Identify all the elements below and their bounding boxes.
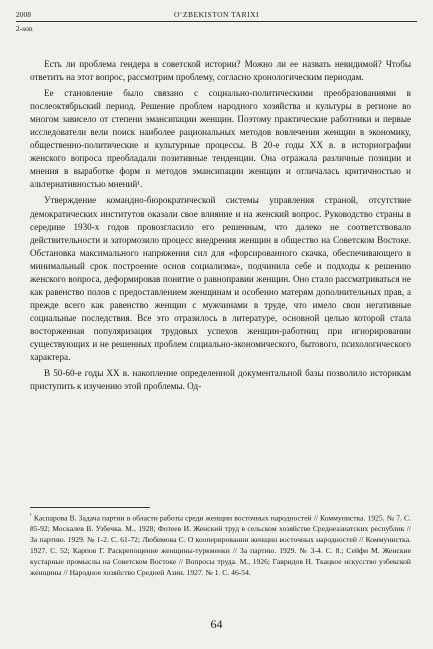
- footnote: [30, 511, 411, 579]
- footnote-rule: [30, 507, 150, 508]
- running-header: [16, 8, 417, 40]
- header-issue: 2-son: [16, 24, 33, 33]
- paragraph: В 50-60-е годы XX в. накопление определенной документальной базы позволило историкам приступить к изучению этой проблемы. Од-: [30, 368, 411, 392]
- footnote-text: Каспарова В. Задача партии в области работы среди женщин восточных народностей // Коммунистка. 1925. № 7. С. 85-92; Москалев В. Узбечка. М., 1928; Фотеев И. Женский труд в сельском хозяйстве Среднеазиатских республик // За партию. 1929. № 1-2. С. 61-72; Любимова С. О кооперировании женщин восточных народностей // Коммунистка. 1927. С. 52; Карпов Г. Раскрепощение женщины-туркменки // За партию. 1929. № 3-4. С. 8.; Сейфи М. Женские кустарные промыслы на Советском Востоке // Вопросы труда. М., 1926; Гавридов Н. Ткацкое искусство узбекской женщины // Народное хозяйство Средней Азии. 1927. № 1. С. 46-54.: [30, 513, 411, 578]
- article-body: [30, 58, 411, 393]
- paragraph: Есть ли проблема гендера в советской истории? Можно ли ее назвать невидимой? Чтобы ответить на этот вопрос, рассмотрим проблему, согласно хронологическим периодам.: [30, 59, 411, 83]
- paragraph: Ее становление было связано с социально-политическими преобразованиями в послеоктябрьский период. Решение проблем народного хозяйства и культуры в регионе во многом зависело от степени эмансипации женщин. Поэтому практические работники и первые исследователи вели поиск наиболее рациональных методов вовлечения женщин в экономику, общественно-политические и культурные процессы. В 20-е годы XX в. в историографии женского вопроса преобладали позитивные тенденции. Она отражала различные позиции и мнения в выработке форм и методов эмансипации женщин и отличалась критичностью и альтернативностью мнений¹.: [30, 88, 411, 190]
- footnote-marker: ¹: [30, 513, 32, 519]
- header-year: 2008: [16, 10, 31, 19]
- page-number: 64: [210, 617, 223, 631]
- header-journal-title: O‘ZBEKISTON TARIXI: [174, 10, 259, 19]
- header-rule: [16, 21, 417, 22]
- paragraph: Утверждение командно-бюрократической системы управления страной, отсутствие демократических институтов оказали свое влияние и на женский вопрос. Руководство страны в середине 1930-х годов провозгласило его решенным, что далеко не соответствовало действительности и затормозило процесс внедрения женщин в общество на Советском Востоке. Обстановка максимального напряжения сил для «форсированного скачка, обеспечивающего в минимальный срок построение основ социализма», подчинила себе и подходы к решению женского вопроса, деформировав понятие о равноправии женщин. Оно стало рассматриваться не как равенство полов с предоставлением женщинам и особенно матерям дополнительных прав, а прежде всего как равенство женщин с мужчинами в труде, что имело свои негативные социальные последствия. Все это отразилось в литературе, основной целью которой стала восторженная популяризация трудовых успехов женщин-работниц при игнорировании существующих и не решенных проблем социально-экономического, бытового, психологического характера.: [30, 195, 411, 363]
